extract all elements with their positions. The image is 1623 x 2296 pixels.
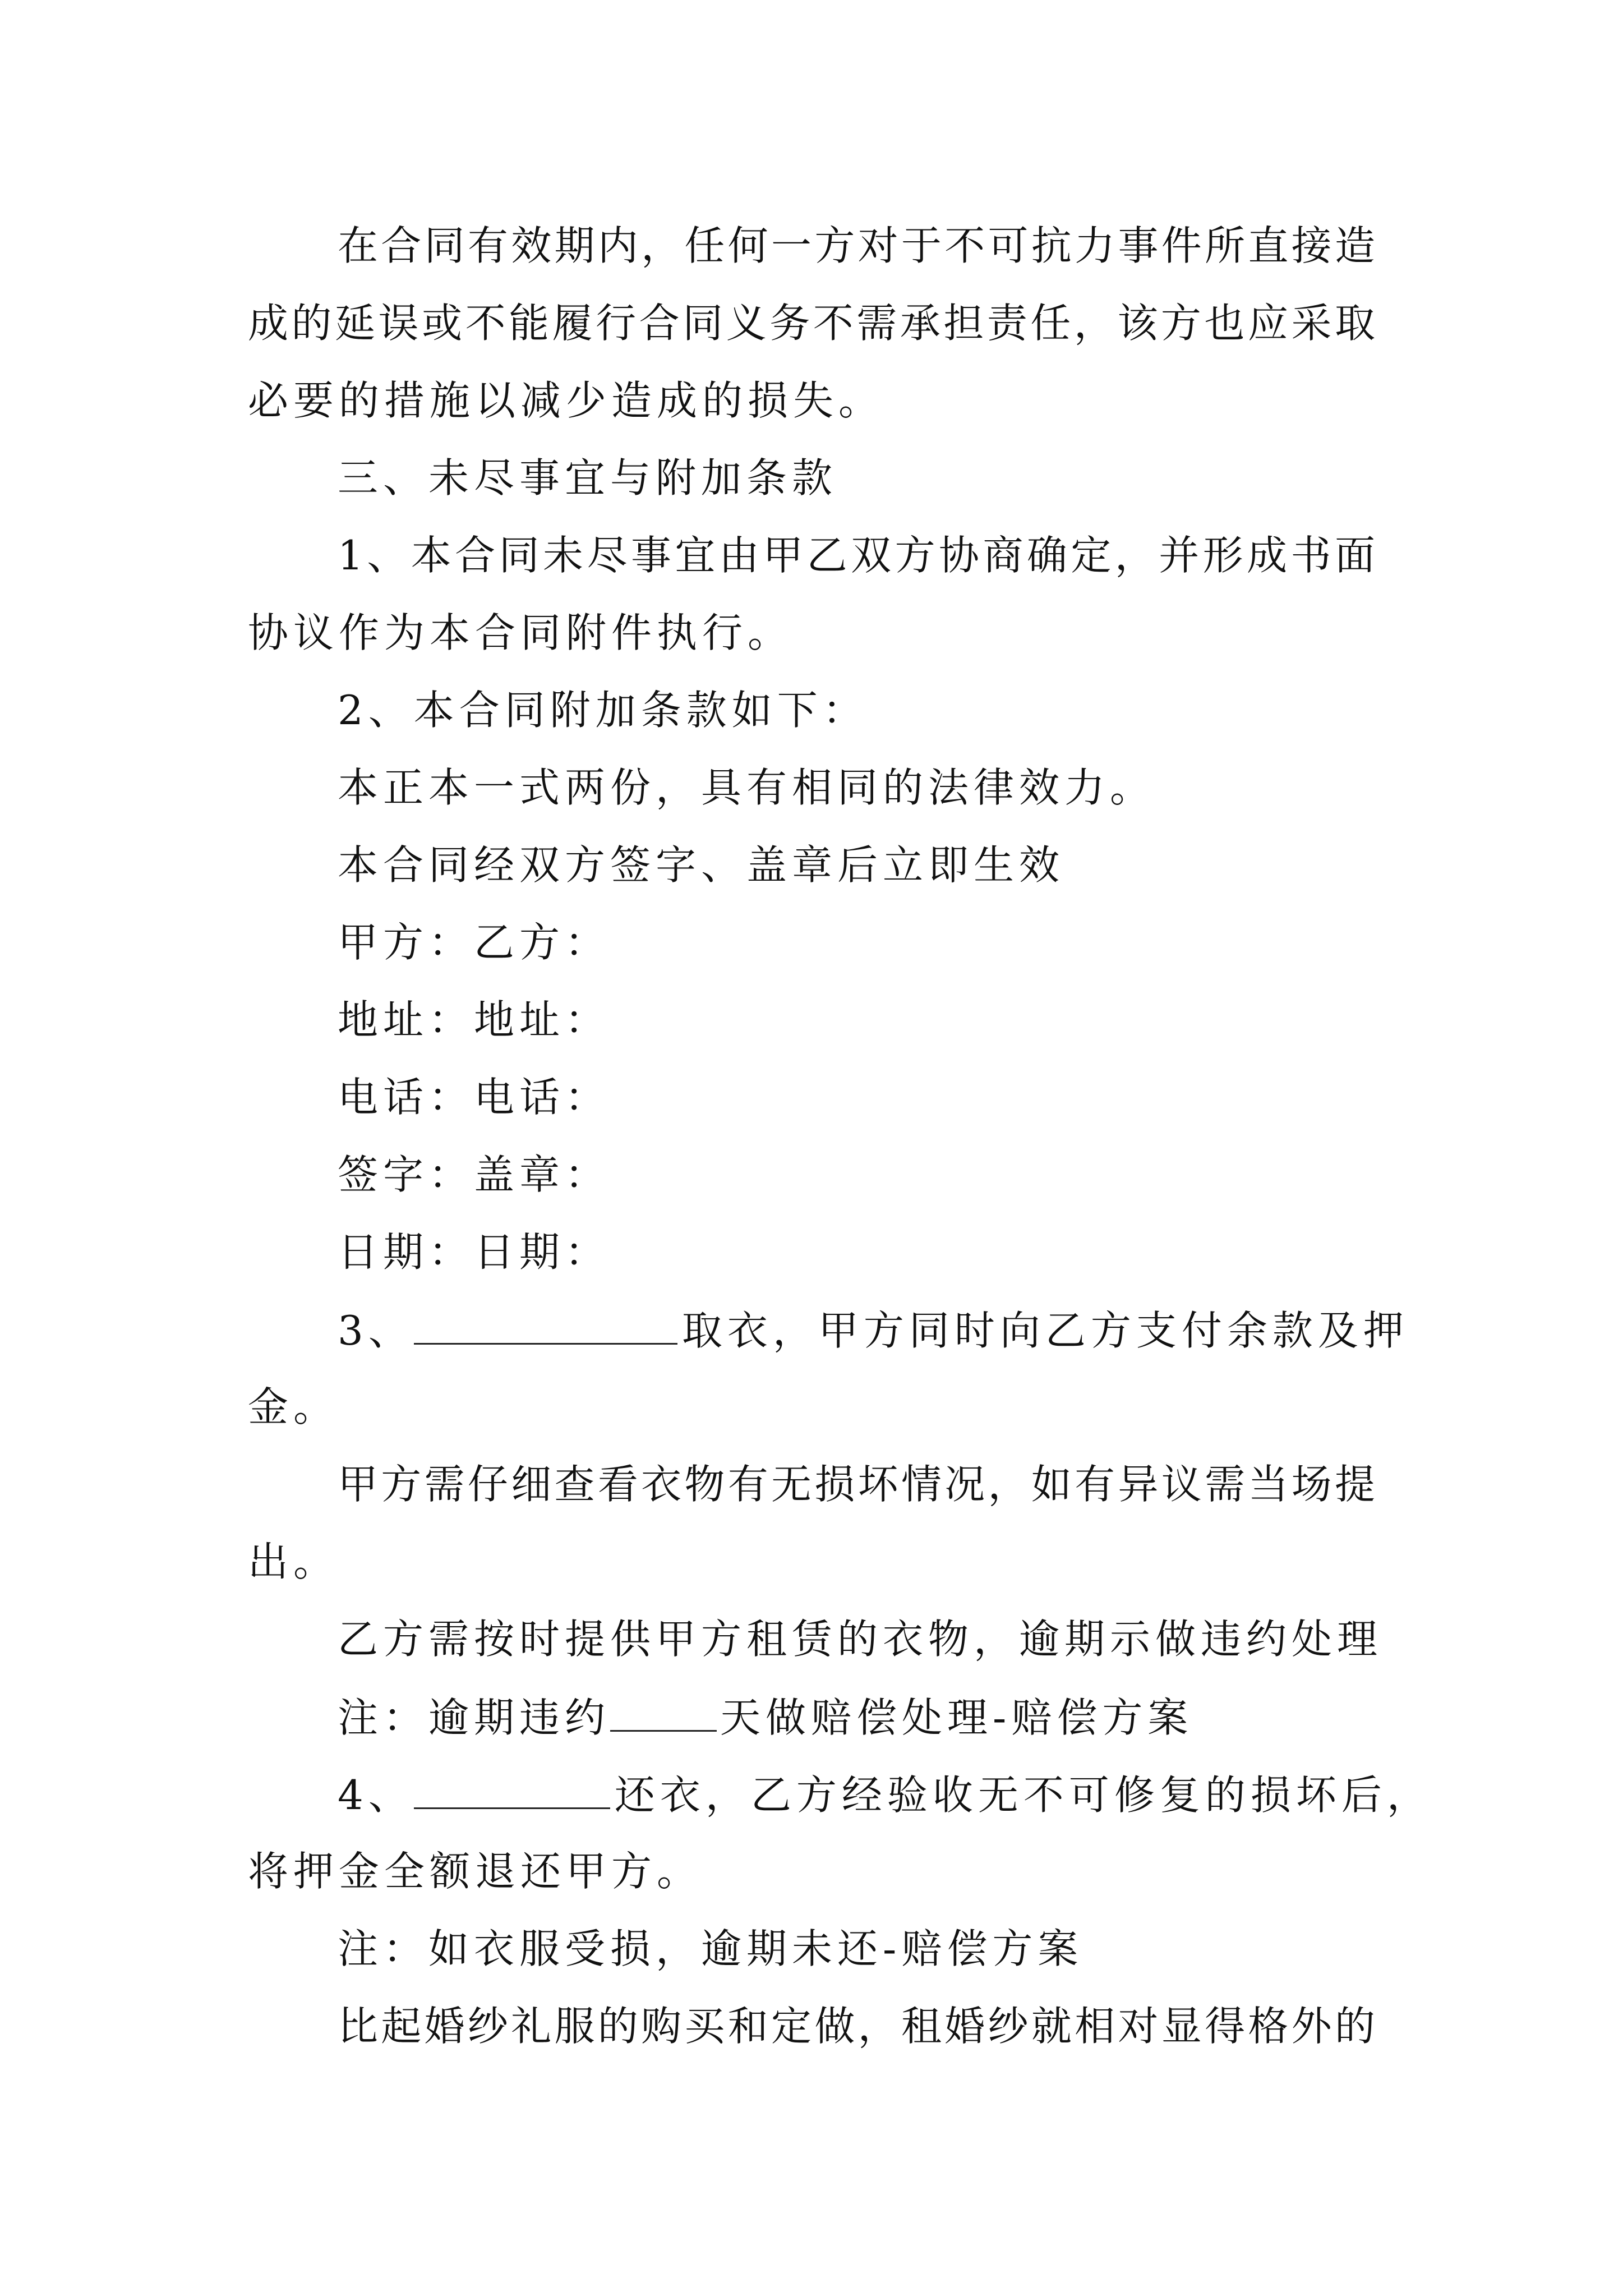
copies-statement: 本正本一式两份，具有相同的法律效力。 [338, 764, 1156, 811]
inspect-line-1: 甲方需仔细查看衣物有无损坏情况，如有异议需当场提 [338, 1461, 1375, 1508]
clause-4-line-1 [338, 1772, 1432, 1819]
note-overdue [338, 1694, 1193, 1741]
force-majeure-line-2: 成的延误或不能履行合同义务不需承担责任，该方也应采取 [248, 300, 1375, 347]
clause-1-line-2: 协议作为本合同附件执行。 [248, 609, 794, 656]
clause-1-line-1: 1、本合同未尽事宜由甲乙双方协商确定，并形成书面 [338, 532, 1375, 579]
party-line: 甲方：乙方： [338, 919, 611, 966]
clause-3-suffix: 取衣，甲方同时向乙方支付余款及押 [681, 1307, 1409, 1354]
clause-2: 2、本合同附加条款如下： [338, 687, 868, 734]
address-line: 地址：地址： [338, 996, 611, 1043]
clause-4-suffix: 还衣，乙方经验收无不可修复的损坏后， [614, 1772, 1432, 1819]
closing-line: 比起婚纱礼服的购买和定做，租婚纱就相对显得格外的 [338, 2003, 1375, 2050]
clause-3-line-1 [338, 1307, 1409, 1354]
note-overdue-prefix: 注：逾期违约 [338, 1694, 611, 1741]
note-damage: 注：如衣服受损，逾期未还-赔偿方案 [338, 1925, 1083, 1972]
phone-line: 电话：电话： [338, 1074, 611, 1121]
effective-statement: 本合同经双方签字、盖章后立即生效 [338, 841, 1065, 889]
clause-3-prefix: 3、 [338, 1307, 414, 1354]
supplier-duty: 乙方需按时提供甲方租赁的衣物，逾期示做违约处理 [338, 1616, 1383, 1663]
section-3-heading: 三、未尽事宜与附加条款 [338, 454, 838, 501]
note-overdue-blank [610, 1696, 717, 1732]
clause-3-line-2: 金。 [248, 1383, 339, 1430]
clause-4-line-2: 将押金全额退还甲方。 [248, 1848, 703, 1895]
date-line: 日期：日期： [338, 1228, 611, 1276]
clause-3-blank [414, 1309, 677, 1345]
signature-line: 签字：盖章： [338, 1151, 611, 1198]
clause-4-prefix: 4、 [338, 1772, 414, 1819]
clause-4-blank [414, 1774, 610, 1809]
inspect-line-2: 出。 [248, 1538, 339, 1585]
note-overdue-suffix: 天做赔偿处理-赔偿方案 [720, 1694, 1193, 1741]
force-majeure-line-3: 必要的措施以减少造成的损失。 [248, 377, 884, 424]
force-majeure-line-1: 在合同有效期内，任何一方对于不可抗力事件所直接造 [338, 222, 1375, 269]
